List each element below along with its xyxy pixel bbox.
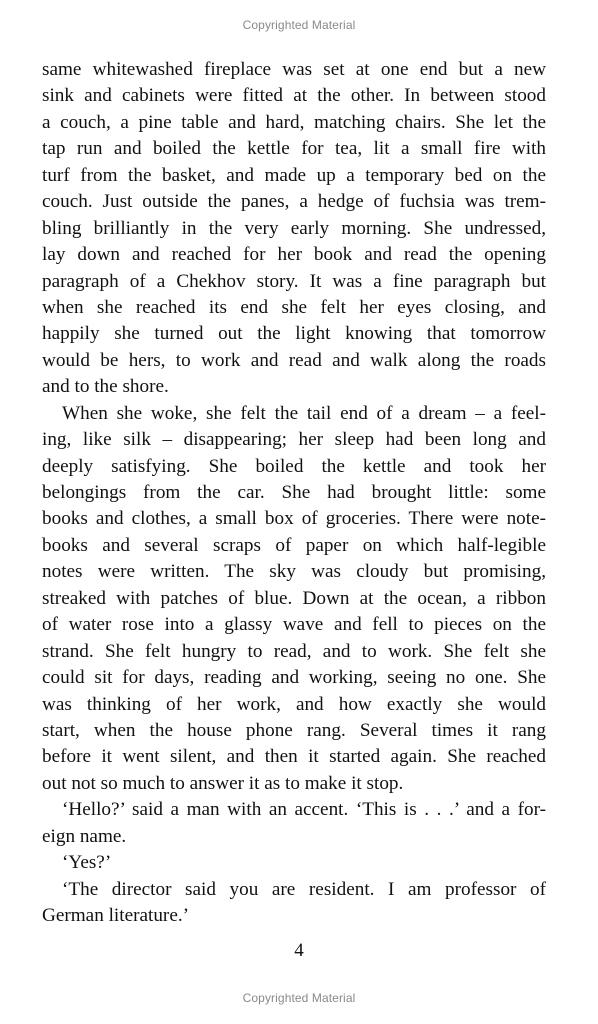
text-line: start, when the house phone rang. Several times it rang [42,719,546,741]
text-line: ‘Yes?’ [62,852,112,874]
text-line: ‘Hello?’ said a man with an accent. ‘This is . . .’ and a for- [62,799,546,821]
text-line: out not so much to answer it as to make it stop. [42,772,404,794]
paragraph [42,57,546,401]
text-line: books and clothes, a small box of groceries. There were note- [42,508,546,530]
paragraph [42,877,546,930]
text-line: sink and cabinets were fitted at the other. In between stood [42,85,546,107]
text-line: could sit for days, reading and working, seeing no one. She [42,667,546,689]
text-line: books and several scraps of paper on which half-legible [42,534,546,556]
page-body-text [42,57,546,929]
text-line: of water rose into a glassy wave and fell to pieces on the [42,614,546,636]
text-line: strand. She felt hungry to read, and to work. She felt she [42,640,546,662]
text-line: would be hers, to work and read and walk along the roads [42,349,546,371]
copyright-watermark-bottom: Copyrighted Material [242,991,356,1005]
text-line: turf from the basket, and made up a temporary bed on the [42,164,546,186]
text-line: tap run and boiled the kettle for tea, lit a small fire with [42,138,546,160]
text-line: German literature.’ [42,905,190,926]
text-line: and to the shore. [42,376,169,398]
text-line: bling brilliantly in the very early morning. She undressed, [42,217,546,239]
text-line: before it went silent, and then it started again. She reached [42,746,546,768]
copyright-watermark-top: Copyrighted Material [242,18,356,32]
text-line: streaked with patches of blue. Down at the ocean, a ribbon [42,587,546,609]
text-line: happily she turned out the light knowing that tomorrow [42,323,546,345]
text-line: ing, like silk – disappearing; her sleep had been long and [42,429,546,451]
paragraph [42,797,546,850]
text-line: was thinking of her work, and how exactly she would [42,693,546,715]
text-line: When she woke, she felt the tail end of a dream – a feel- [62,402,546,424]
text-line: a couch, a pine table and hard, matching chairs. She let the [42,111,546,133]
text-line: belongings from the car. She had brought little: some [42,482,546,503]
text-line: deeply satisfying. She boiled the kettle and took her [42,455,546,477]
text-line: when she reached its end she felt her eyes closing, and [42,296,546,318]
text-line: ‘The director said you are resident. I am professor of [62,878,546,900]
text-line: eign name. [42,825,127,847]
paragraph [42,401,546,798]
text-line: same whitewashed fireplace was set at one end but a new [42,59,546,80]
paragraph [42,850,546,876]
text-line: paragraph of a Chekhov story. It was a fine paragraph but [42,270,546,292]
text-line: couch. Just outside the panes, a hedge of fuchsia was trem- [42,191,546,213]
text-line: lay down and reached for her book and read the opening [42,244,546,266]
text-line: notes were written. The sky was cloudy but promising, [42,561,546,583]
page-number: 4 [294,940,304,961]
